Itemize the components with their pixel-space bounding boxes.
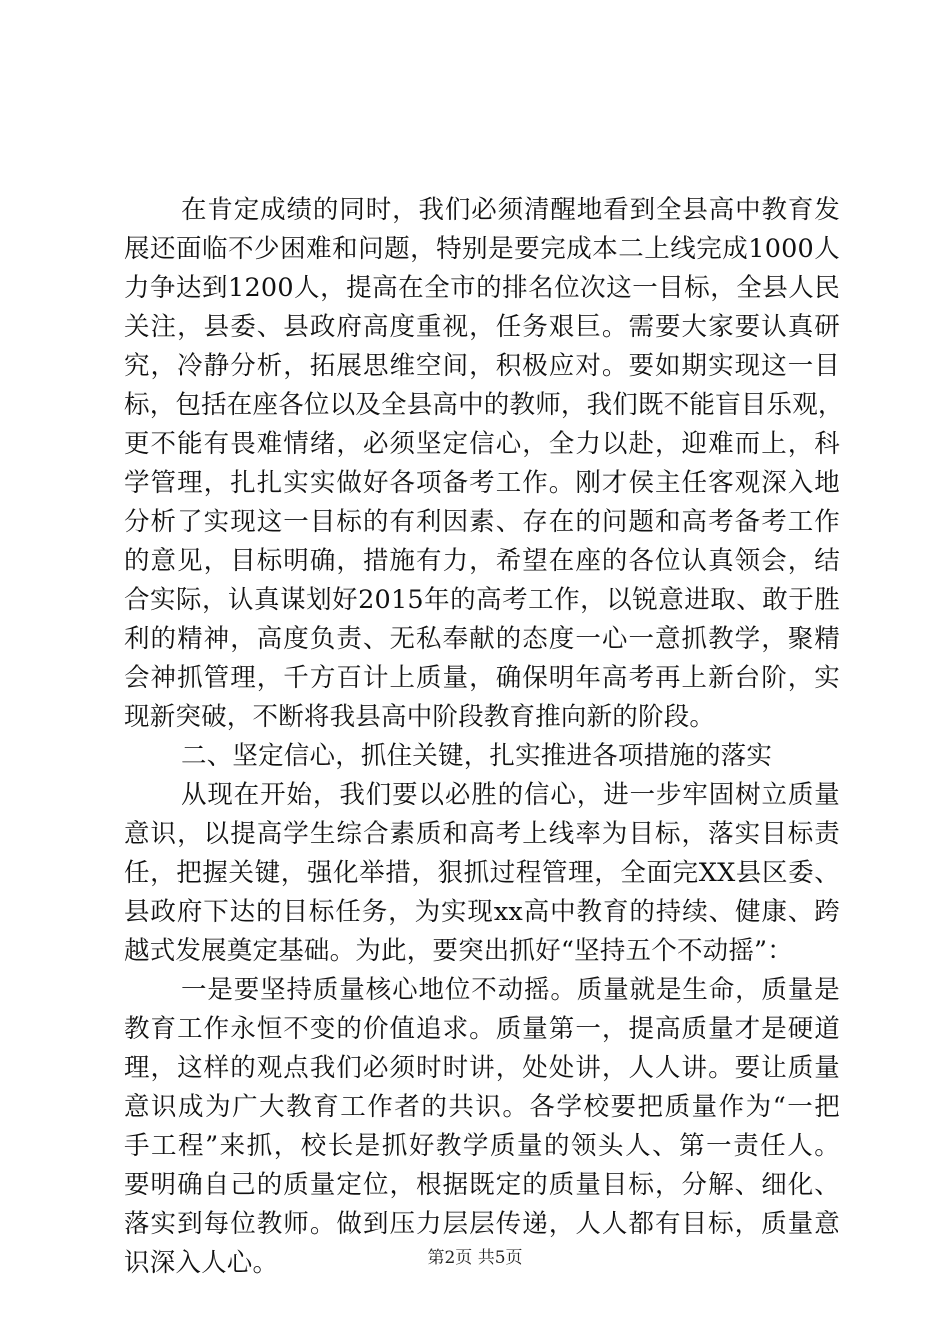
text-line: 手工程”来抓，校长是抓好教学质量的领头人、第一责任人。 [124,1131,840,1161]
text-line: 现新突破，不断将我县高中阶段教育推向新的阶段。 [124,702,716,732]
text-line: 县政府下达的目标任务，为实现xx高中教育的持续、健康、跨 [124,897,840,927]
text-line: 落实到每位教师。做到压力层层传递，人人都有目标，质量意 [124,1209,840,1239]
text-line: 识深入人心。 [124,1248,279,1278]
text-line: 会神抓管理，千方百计上质量，确保明年高考再上新台阶，实 [124,663,840,693]
text-line: 教育工作永恒不变的价值追求。质量第一，提高质量才是硬道 [124,1014,840,1044]
text-line: 利的精神，高度负责、无私奉献的态度一心一意抓教学，聚精 [124,624,840,654]
text-line: 展还面临不少困难和问题，特别是要完成本二上线完成1000人 [124,234,840,264]
page-number-footer: 第2页 共5页 [427,1248,523,1268]
text-line: 分析了实现这一目标的有利因素、存在的问题和高考备考工作 [124,507,840,537]
text-line: 理，这样的观点我们必须时时讲，处处讲，人人讲。要让质量 [124,1053,840,1083]
text-line: 要明确自己的质量定位，根据既定的质量目标，分解、细化、 [124,1170,840,1200]
text-line: 关注，县委、县政府高度重视，任务艰巨。需要大家要认真研 [124,312,840,342]
text-line: 从现在开始，我们要以必胜的信心，进一步牢固树立质量 [181,780,840,810]
text-line: 究，冷静分析，拓展思维空间，积极应对。要如期实现这一目 [124,351,840,381]
text-line: 越式发展奠定基础。为此，要突出抓好“坚持五个不动摇”： [124,936,793,966]
text-line: 在肯定成绩的同时，我们必须清醒地看到全县高中教育发 [181,195,840,225]
text-line: 更不能有畏难情绪，必须坚定信心，全力以赴，迎难而上，科 [124,429,840,459]
text-line: 标，包括在座各位以及全县高中的教师，我们既不能盲目乐观， [124,390,844,420]
text-line: 的意见，目标明确，措施有力，希望在座的各位认真领会，结 [124,546,840,576]
text-line: 合实际，认真谋划好2015年的高考工作，以锐意进取、敢于胜 [124,585,840,615]
text-line: 意识成为广大教育工作者的共识。各学校要把质量作为“一把 [124,1092,840,1122]
section-heading: 二、坚定信心，抓住关键，扎实推进各项措施的落实 [181,741,773,771]
text-line: 意识，以提高学生综合素质和高考上线率为目标，落实目标责 [124,819,840,849]
text-line: 任，把握关键，强化举措，狠抓过程管理，全面完XX县区委、 [124,858,840,888]
text-line: 学管理，扎扎实实做好各项备考工作。刚才侯主任客观深入地 [124,468,840,498]
text-line: 力争达到1200人，提高在全市的排名位次这一目标，全县人民 [124,273,840,303]
text-line: 一是要坚持质量核心地位不动摇。质量就是生命，质量是 [181,975,840,1005]
